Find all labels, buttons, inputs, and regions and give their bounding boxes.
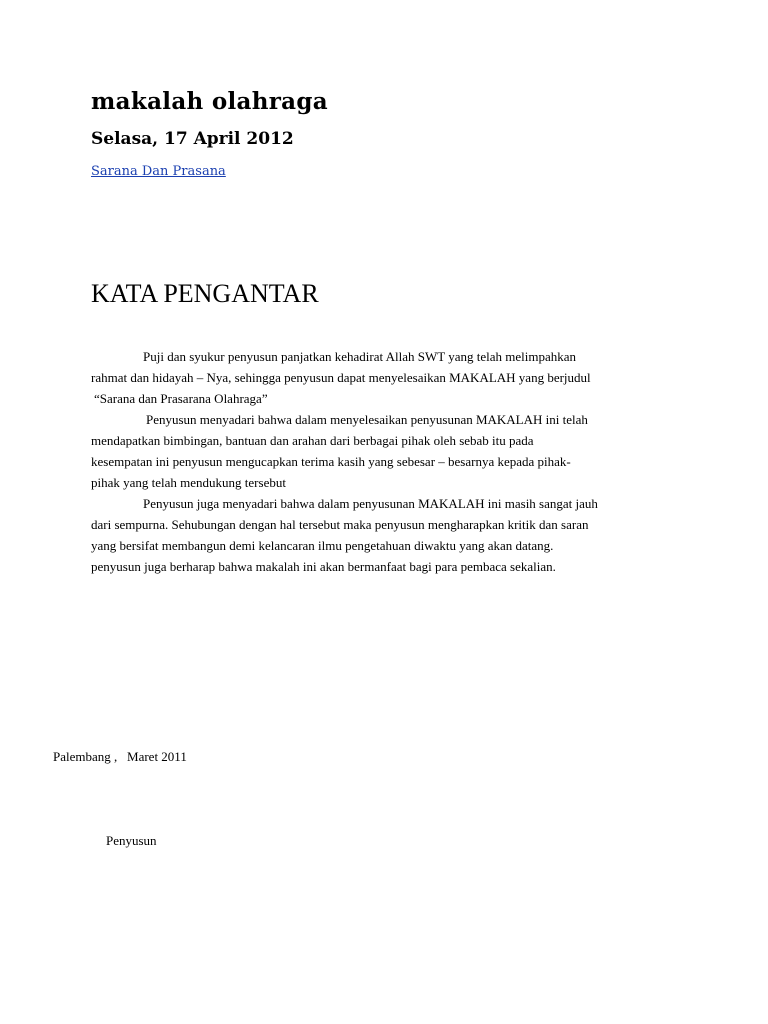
body-line: Penyusun juga menyadari bahwa dalam penyusunan MAKALAH ini masih sangat jauh <box>143 496 598 511</box>
body-line: Puji dan syukur penyusun panjatkan kehadirat Allah SWT yang telah melimpahkan <box>143 349 576 364</box>
body-line: dari sempurna. Sehubungan dengan hal tersebut maka penyusun mengharapkan kritik dan saran <box>91 517 589 532</box>
signature-role: Penyusun <box>106 833 157 848</box>
body-line: rahmat dan hidayah – Nya, sehingga penyusun dapat menyelesaikan MAKALAH yang berjudul <box>91 370 591 385</box>
body-line: kesempatan ini penyusun mengucapkan terima kasih yang sebesar – besarnya kepada pihak- <box>91 454 571 469</box>
body-line: mendapatkan bimbingan, bantuan dan arahan dari berbagai pihak oleh sebab itu pada <box>91 433 534 448</box>
body-line: “Sarana dan Prasarana Olahraga” <box>94 391 268 406</box>
blog-title: makalah olahraga <box>91 88 328 115</box>
document-heading: KATA PENGANTAR <box>91 279 319 308</box>
body-line: penyusun juga berharap bahwa makalah ini akan bermanfaat bagi para pembaca sekalian. <box>91 559 556 574</box>
post-date: Selasa, 17 April 2012 <box>91 129 294 149</box>
body-line: yang bersifat membangun demi kelancaran ilmu pengetahuan diwaktu yang akan datang. <box>91 538 554 553</box>
signature-place-date: Palembang , Maret 2011 <box>53 749 187 764</box>
post-link[interactable]: Sarana Dan Prasana <box>91 164 226 179</box>
body-line: Penyusun menyadari bahwa dalam menyelesaikan penyusunan MAKALAH ini telah <box>146 412 588 427</box>
body-line: pihak yang telah mendukung tersebut <box>91 475 286 490</box>
